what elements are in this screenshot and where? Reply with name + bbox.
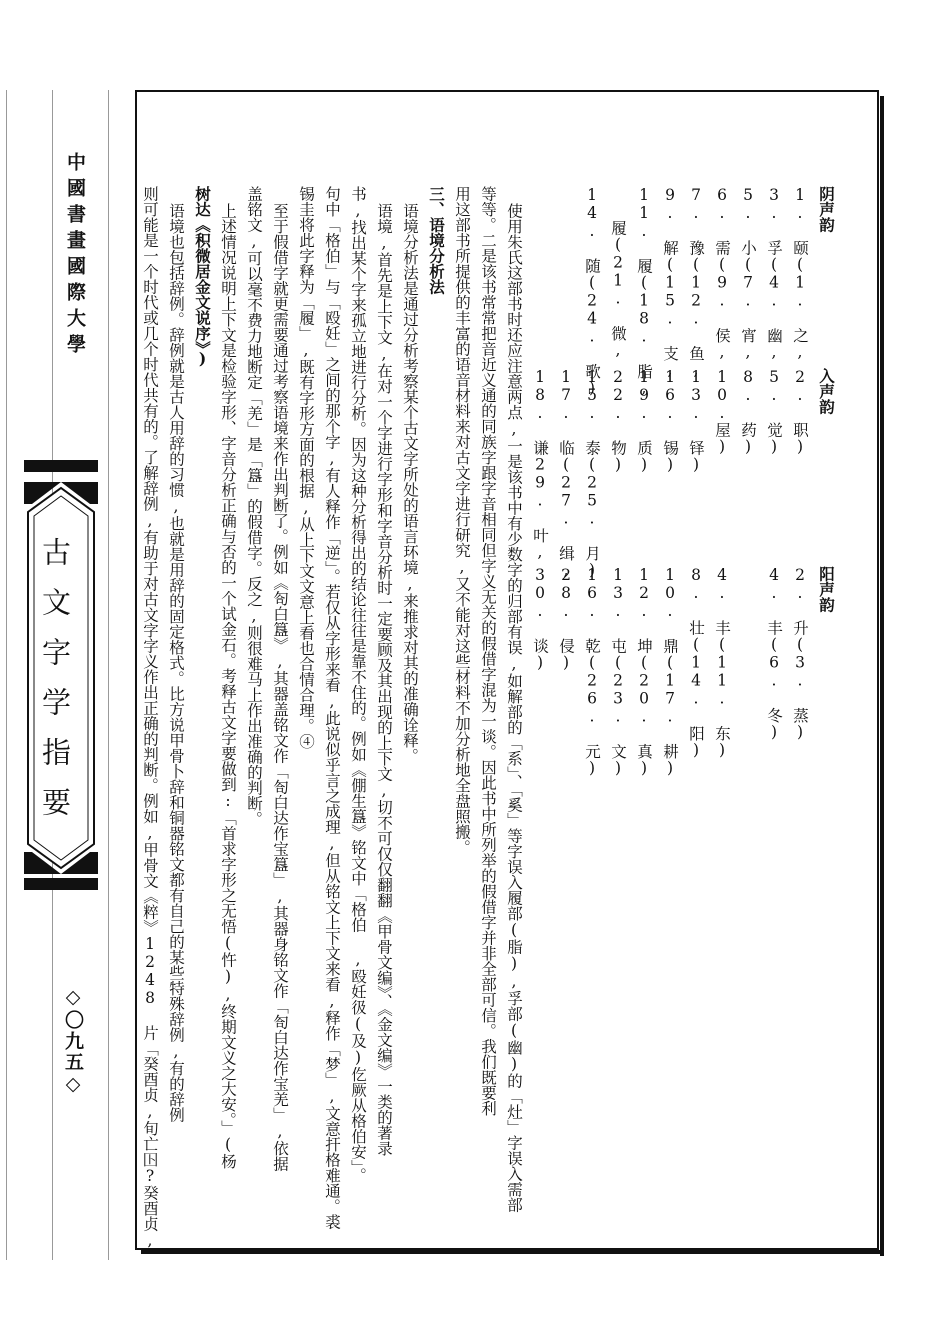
text-line: 书,找出某个字来孤立地进行分析。因为这种分析得出的结论往往是靠不住的。例如《倗生簋》铭文中「格伯 ,殴妊彶(及)仡厥从格伯安」。 [349, 186, 367, 1183]
list-item: 4. 丰(11. 东) [713, 566, 731, 759]
list-item: 17. 临(27. 缉, [557, 368, 575, 579]
list-item: 5. 小(7. 宵, [739, 186, 757, 361]
university-name: 中國書畫國際大學 [64, 152, 86, 360]
text-line: 至于假借字就更需要通过考察语境来作出判断了。例如《匌白簋》,其器盖铭文作「匌白达作宝簋」,其器身铭文作「匌白达作宝羌」,依据 [271, 203, 289, 1172]
title-band-bottom [24, 878, 98, 890]
list-item: 8. 药) [739, 368, 757, 456]
list-item: 10.屋) [713, 368, 731, 456]
text-line: 句中「格伯」与「殴妊」之间的那个字,有人释作「逆」。若仅从字形来看,此说似乎言之成理,但从铭文上下文来看,释作「梦」,文意扞格难通。裘 [323, 186, 341, 1230]
text-line: 等等。二是该书常常把音近义通的同族字跟字音相同但字义无关的假借字混为一谈。因此书中所列举的假借字并非全部可信。我们既要利 [479, 186, 497, 1116]
sidebar-rule [6, 90, 7, 1260]
list-item: 12. 坤(20. 真) [635, 566, 653, 777]
sidebar [0, 90, 130, 1260]
text-line: 语境也包括辞例。辞例就是古人用辞的习惯,也就是用辞的固定格式。比方说甲骨卜辞和铜器铭文都有自己的某些特殊辞例,有的辞例 [167, 203, 185, 1123]
text-line: 语境分析法是通过分析考察某个古文字所处的语言环境,来推求对其的准确诠释。 [401, 203, 419, 764]
sidebar-rule [108, 90, 109, 1260]
list-item: 16. 乾(26. 元) [583, 566, 601, 777]
table-header-ru: 入声韵 [817, 368, 836, 415]
page-number: ◇〇九五◇ [62, 986, 84, 1097]
list-item: 19. 质) [635, 368, 653, 474]
text-line: 树达《积微居金文说序》) [193, 186, 212, 368]
list-item: 16. 锡) [661, 368, 679, 474]
list-item: 8. 壮(14. 阳) [687, 566, 705, 759]
frame-shadow [880, 96, 884, 1256]
table-header-yang: 阳声韵 [817, 566, 836, 613]
list-item: 2. 职) [791, 368, 809, 456]
list-item: 7. 豫(12. 鱼, [687, 186, 705, 379]
list-item: 14. 随(24. 歌) [583, 186, 601, 397]
list-item: 2. 升(3. 蒸) [791, 566, 809, 741]
text-line: 使用朱氏这部书时还应注意两点,一是该书中有少数字的归部有误,如解部的「系」、「奚」等字误入履部(脂),孚部(幽)的「灶」字误入需部 [505, 203, 523, 1213]
list-item: 5. 觉) [765, 368, 783, 456]
list-item: 28. 侵) [557, 566, 575, 672]
list-item: 11. 履(18. 脂, [635, 186, 653, 397]
list-item: 履(21. 微, [609, 220, 627, 359]
list-item: 6. 需(9. 侯, [713, 186, 731, 361]
frame-shadow [141, 1250, 884, 1254]
list-item: 13. 铎) [687, 368, 705, 474]
book-title: 古文字学指要 [38, 537, 72, 837]
list-item: 1. 颐(1. 之, [791, 186, 809, 361]
list-item: 22. 物) [609, 368, 627, 474]
list-item: 13. 屯(23. 文) [609, 566, 627, 777]
list-item: 15. 泰(25. 月) [583, 368, 601, 579]
table-header-yin: 阴声韵 [817, 186, 836, 233]
text-line: 语境,首先是上下文,在对一个字进行字形和字音分析时一定要顾及其出现的上下文,切不可仅仅翻翻《甲骨文编》、《金文编》一类的著录 [375, 203, 393, 1156]
text-line: 用这部书所提供的丰富的语音材料来对古文字进行研究,又不能对这些材料不加分析地全盘照搬。 [453, 186, 471, 855]
title-band-top [24, 460, 98, 472]
list-item: 9. 解(15. 支, [661, 186, 679, 379]
list-item: 18. 谦29. 叶, [531, 368, 549, 561]
list-item: 30. 谈) [531, 566, 549, 672]
text-line: 则可能是一个时代或几个时代共有的。了解辞例,有助于对古文字字义作出正确的判断。例如,甲骨文《粹》1248 片「癸酉贞,旬亡𡆥?癸酉贞, [141, 186, 159, 1250]
text-line: 盖铭文,可以毫不费力地断定「羌」是「簋」的假借字。反之,则很难马上作出准确的判断。 [245, 186, 263, 827]
text-line: 上述情况说明上下文是检验字形、字音分析正确与否的一个试金石。考释古文字要做到:「首求字形之无悟(忤),终期文义之大安。」(杨 [219, 203, 237, 1169]
list-item: 3. 孚(4. 幽, [765, 186, 783, 361]
list-item: 4. 丰(6. 冬) [765, 566, 783, 741]
text-line: 锡圭将此字释为「履」,既有字形方面的根据,从上下文文意上看也合情合理。④ [297, 186, 315, 749]
list-item: 10. 鼎(17. 耕) [661, 566, 679, 777]
section-title: 三、语境分析法 [427, 186, 446, 295]
book-title-cartouche [24, 482, 98, 874]
